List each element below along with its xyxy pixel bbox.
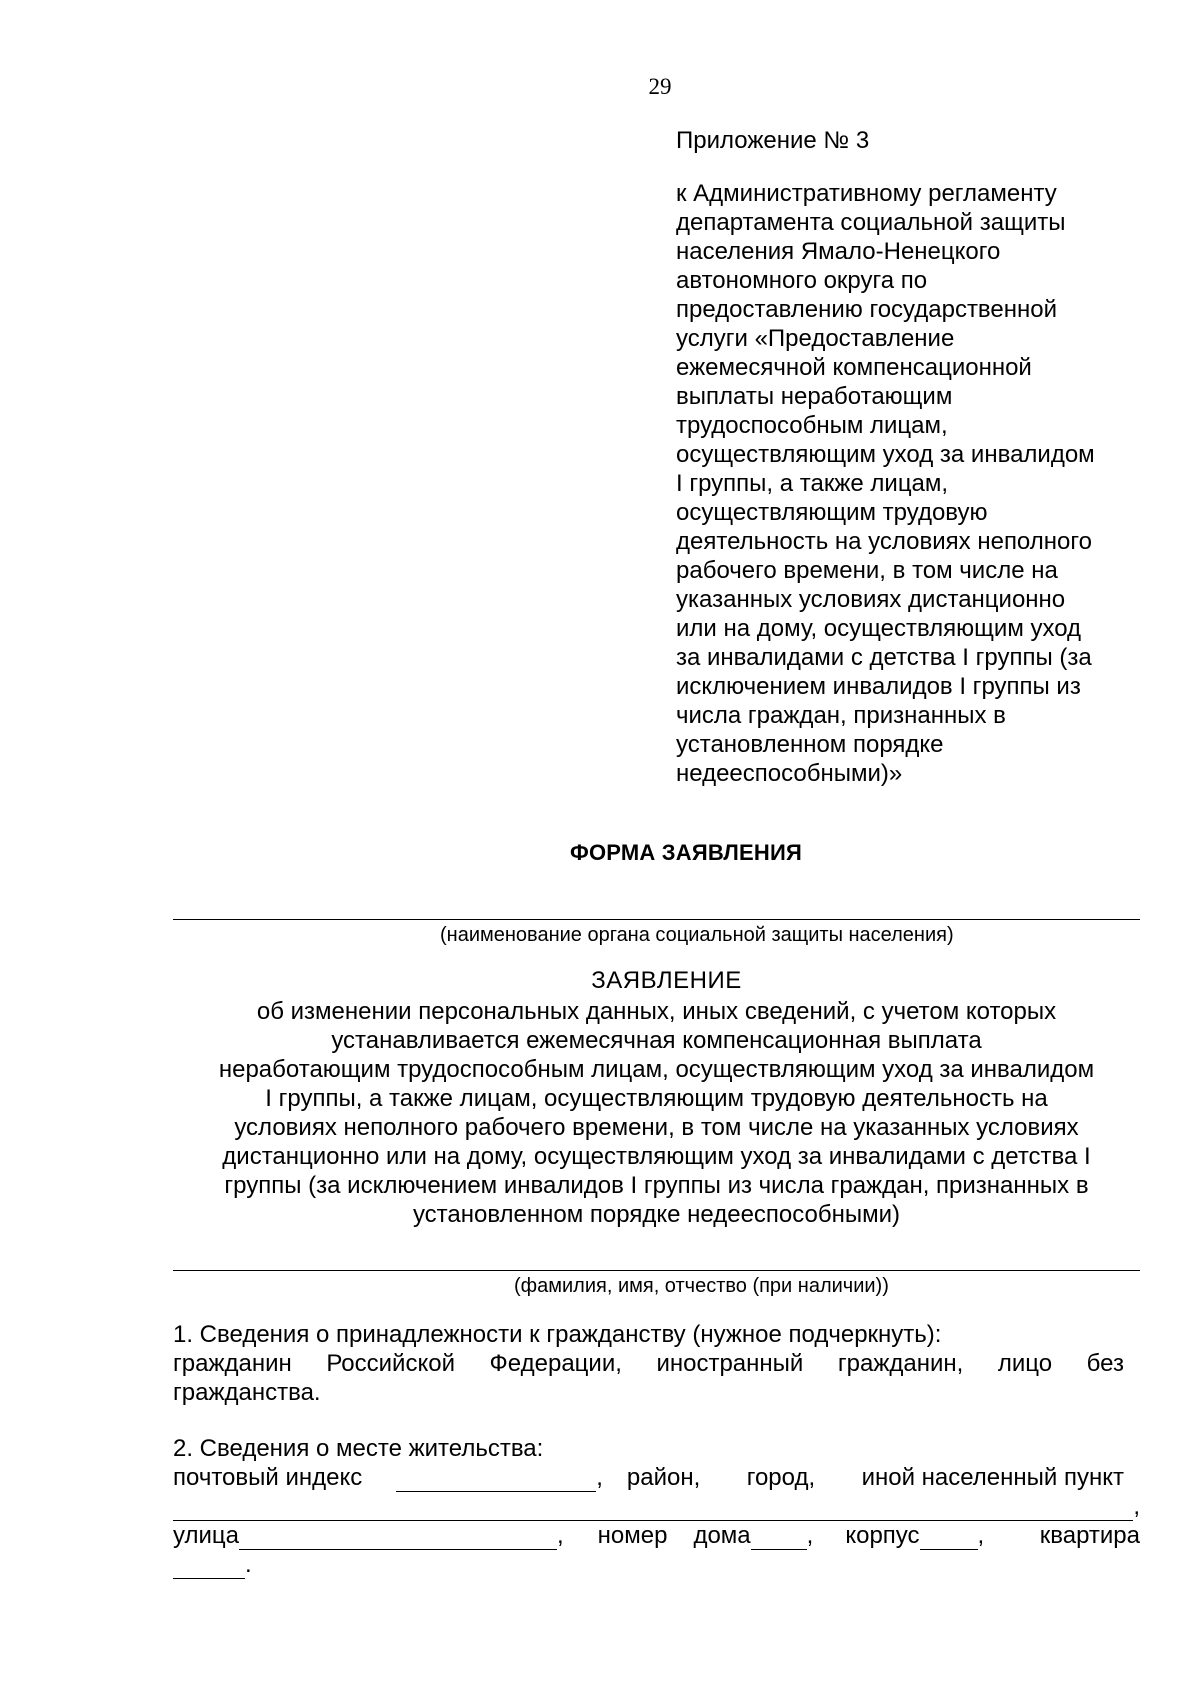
authority-name-field[interactable] — [173, 919, 1140, 920]
citizenship-word[interactable]: без — [1086, 1350, 1124, 1377]
street-comma: , — [556, 1522, 564, 1549]
subtitle-line: группы (за исключением инвалидов I группы из числа граждан, признанных в — [224, 1172, 1089, 1199]
citizenship-word[interactable]: гражданин — [173, 1350, 292, 1377]
annex-line: автономного округа по — [676, 267, 928, 294]
annex-line: I группы, а также лицам, — [676, 470, 949, 497]
annex-line: услуги «Предоставление — [676, 325, 955, 352]
annex-line: рабочего времени, в том числе на — [676, 557, 1058, 584]
citizenship-section — [173, 1320, 1124, 1407]
citizenship-word[interactable]: гражданин, — [837, 1350, 964, 1377]
authority-caption: (наименование органа социальной защиты населения) — [440, 924, 954, 946]
application-subtitle — [173, 997, 1140, 1229]
citizenship-word[interactable]: лицо — [997, 1350, 1053, 1377]
annex-line: трудоспособным лицам, — [676, 412, 948, 439]
annex-line: ежемесячной компенсационной — [676, 354, 1032, 381]
application-title: ЗАЯВЛЕНИЕ — [591, 967, 742, 994]
annex-title: Приложение № 3 — [676, 127, 870, 154]
house-label-2: дома — [693, 1522, 751, 1549]
address-line — [173, 1521, 1140, 1550]
annex-line: указанных условиях дистанционно — [676, 586, 1066, 613]
annex-line: или на дому, осуществляющим уход — [676, 615, 1082, 642]
residence-heading: 2. Сведения о месте жительства: — [173, 1435, 544, 1462]
page-number: 29 — [648, 74, 672, 99]
apartment-line — [173, 1550, 1124, 1579]
apartment-period: . — [245, 1551, 252, 1578]
annex-reference — [676, 179, 1156, 788]
citizenship-tail[interactable]: гражданства. — [173, 1379, 321, 1406]
subtitle-line: неработающим трудоспособным лицам, осуществляющим уход за инвалидом — [218, 1056, 1095, 1083]
locality-line — [173, 1492, 1140, 1521]
subtitle-line: I группы, а также лицам, осуществляющим трудовую деятельность на — [265, 1085, 1048, 1112]
applicant-name-field[interactable] — [173, 1270, 1140, 1271]
house-field[interactable] — [751, 1527, 807, 1550]
building-field[interactable] — [920, 1527, 978, 1550]
citizenship-options — [173, 1349, 1124, 1378]
annex-line: департамента социальной защиты — [676, 209, 1066, 236]
annex-line: исключением инвалидов I группы из — [676, 673, 1081, 700]
building-label: корпус — [845, 1522, 920, 1549]
annex-block — [676, 126, 1156, 788]
annex-line: осуществляющим уход за инвалидом — [676, 441, 1095, 468]
annex-line: деятельность на условиях неполного — [676, 528, 1092, 555]
form-heading: ФОРМА ЗАЯВЛЕНИЯ — [570, 840, 803, 865]
building-comma: , — [977, 1522, 985, 1549]
citizenship-heading: 1. Сведения о принадлежности к гражданству (нужное подчеркнуть): — [173, 1321, 942, 1348]
postal-label: почтовый индекс — [173, 1464, 363, 1491]
house-label: номер — [597, 1522, 668, 1549]
subtitle-line: установленном порядке недееспособными) — [412, 1201, 901, 1228]
residence-section — [173, 1434, 1140, 1579]
postal-comma: , — [596, 1464, 603, 1491]
locality-comma: , — [1133, 1493, 1140, 1520]
citizenship-word[interactable]: Федерации, — [489, 1350, 622, 1377]
annex-line: предоставлению государственной — [676, 296, 1058, 323]
district-label: район, — [626, 1464, 701, 1491]
house-comma: , — [806, 1522, 814, 1549]
subtitle-line: условиях неполного рабочего времени, в том числе на указанных условиях — [234, 1114, 1079, 1141]
citizenship-word[interactable]: иностранный — [656, 1350, 804, 1377]
annex-line: населения Ямало-Ненецкого — [676, 238, 1001, 265]
street-label: улица — [173, 1522, 239, 1549]
citizenship-word[interactable]: Российской — [326, 1350, 455, 1377]
annex-line: осуществляющим трудовую — [676, 499, 988, 526]
annex-line: недееспособными)» — [676, 760, 903, 787]
locality-words — [627, 1463, 1124, 1492]
postal-line — [173, 1463, 1124, 1492]
annex-line: выплаты неработающим — [676, 383, 953, 410]
annex-line: за инвалидами с детства I группы (за — [676, 644, 1092, 671]
apartment-label: квартира — [1039, 1522, 1140, 1549]
subtitle-line: устанавливается ежемесячная компенсационная выплата — [331, 1027, 982, 1054]
subtitle-line: об изменении персональных данных, иных сведений, с учетом которых — [256, 998, 1057, 1025]
subtitle-line: дистанционно или на дому, осуществляющим уход за инвалидами с детства I — [222, 1143, 1091, 1170]
apartment-field[interactable] — [173, 1556, 245, 1579]
street-field[interactable] — [239, 1527, 557, 1550]
annex-line: числа граждан, признанных в — [676, 702, 1006, 729]
annex-line: к Административному регламенту — [676, 180, 1057, 207]
name-caption: (фамилия, имя, отчество (при наличии)) — [514, 1275, 889, 1297]
annex-line: установленном порядке — [676, 731, 944, 758]
locality-field[interactable] — [173, 1498, 1133, 1521]
postal-code-field[interactable] — [396, 1469, 596, 1492]
locality-label: иной населенный пункт — [861, 1464, 1124, 1491]
city-label: город, — [746, 1464, 816, 1491]
